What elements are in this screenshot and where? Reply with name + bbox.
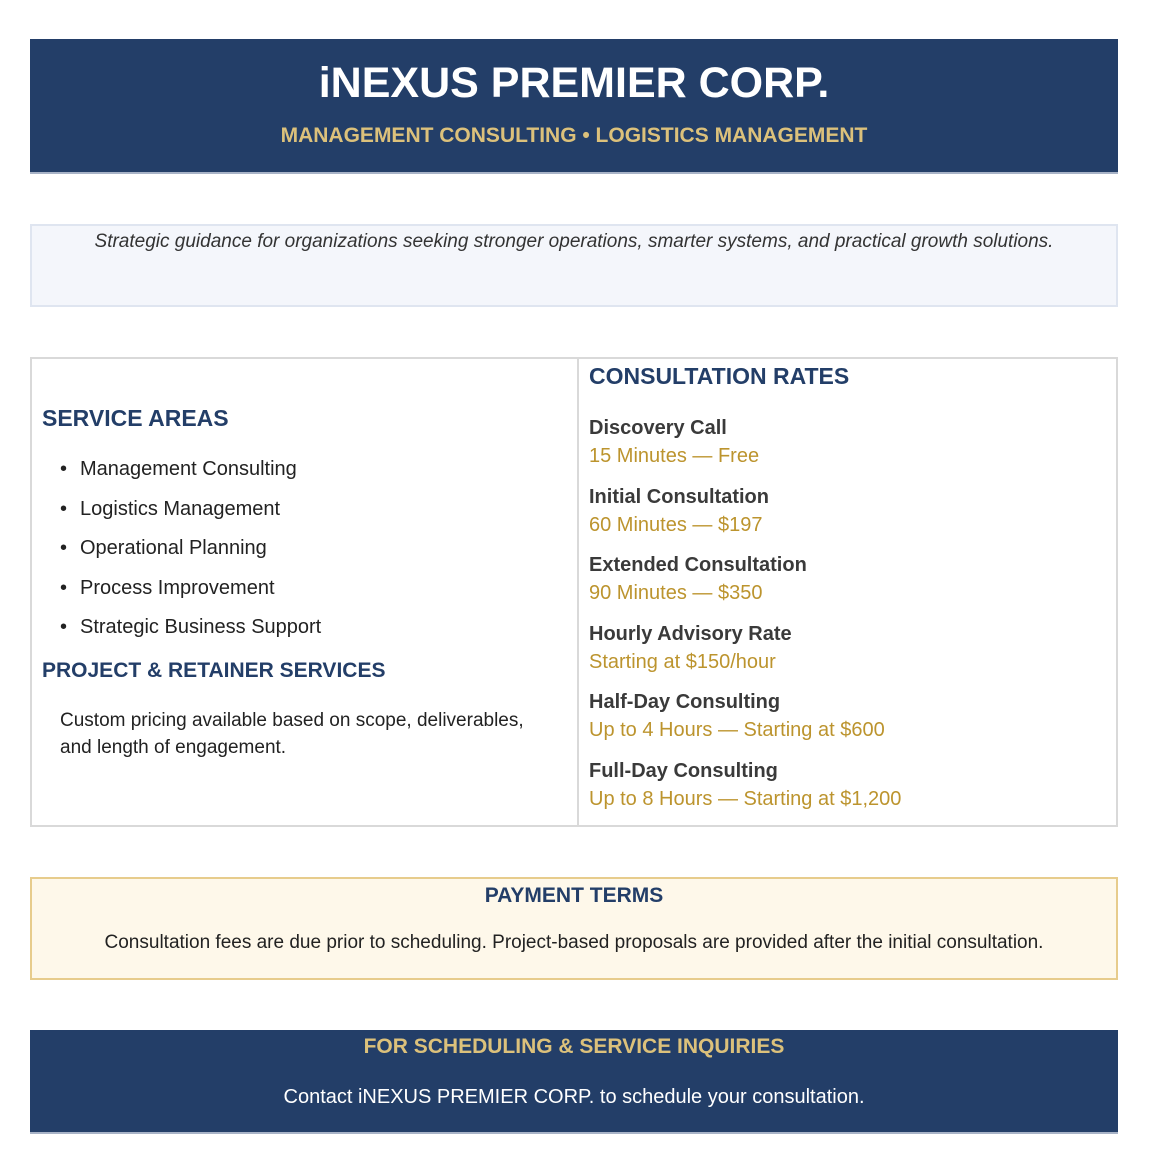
rate-detail: Starting at $150/hour (589, 651, 776, 673)
payment-terms-box (30, 877, 1118, 980)
rate-name: Half-Day Consulting (589, 691, 781, 713)
rate-name: Full-Day Consulting (589, 760, 778, 782)
tagline-box: Strategic guidance for organizations seeking stronger operations, smarter systems, and practical growth solutions. (30, 224, 1118, 307)
footer-text: Contact iNEXUS PREMIER CORP. to schedule your consultation. (283, 1086, 865, 1108)
consultation-rates-heading: CONSULTATION RATES (589, 363, 850, 389)
list-item: • Strategic Business Support (60, 615, 321, 655)
service-areas-list (60, 457, 321, 655)
list-item: • Management Consulting (60, 457, 321, 497)
list-item: • Logistics Management (60, 497, 321, 537)
contact-footer (30, 1030, 1118, 1134)
services-and-rates-table (30, 357, 1118, 827)
payment-terms-text: Consultation fees are due prior to scheduling. Project-based proposals are provided after the initial consultation. (104, 932, 1044, 953)
project-services-text: Custom pricing available based on scope, deliverables, and length of engagement. (60, 710, 524, 758)
rate-detail: 90 Minutes — $350 (589, 582, 763, 604)
rate-item (589, 414, 1109, 470)
rate-name: Discovery Call (589, 417, 727, 439)
rate-item (589, 551, 1109, 607)
rate-detail: Up to 8 Hours — Starting at $1,200 (589, 788, 902, 810)
rate-item (589, 757, 1109, 813)
company-header (30, 39, 1118, 174)
company-subtitle: MANAGEMENT CONSULTING • LOGISTICS MANAGEMENT (280, 124, 868, 147)
project-services-heading: PROJECT & RETAINER SERVICES (42, 659, 386, 682)
list-item: • Process Improvement (60, 576, 321, 616)
rate-name: Extended Consultation (589, 554, 807, 576)
rate-name: Hourly Advisory Rate (589, 623, 792, 645)
rate-detail: 60 Minutes — $197 (589, 514, 763, 536)
rate-detail: Up to 4 Hours — Starting at $600 (589, 719, 885, 741)
list-item: • Operational Planning (60, 536, 321, 576)
company-title: iNEXUS PREMIER CORP. (318, 59, 830, 107)
payment-terms-heading: PAYMENT TERMS (484, 884, 664, 907)
column-divider (577, 359, 579, 825)
rate-name: Initial Consultation (589, 486, 769, 508)
rate-detail: 15 Minutes — Free (589, 445, 760, 467)
rate-item (589, 483, 1109, 539)
footer-heading: FOR SCHEDULING & SERVICE INQUIRIES (363, 1035, 785, 1058)
service-areas-heading: SERVICE AREAS (42, 405, 229, 431)
rate-item (589, 688, 1109, 744)
rate-item (589, 620, 1109, 676)
